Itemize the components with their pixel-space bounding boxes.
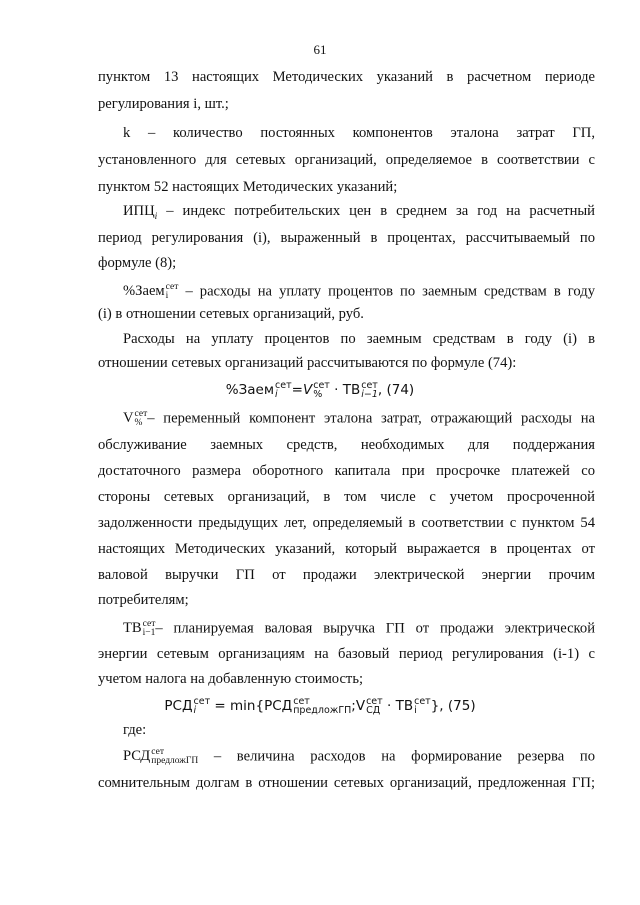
text-line: k – количество постоянных компонентов эталона затрат ГП, bbox=[123, 125, 595, 141]
text-line: стороны сетевых организаций, в том числе с учетом просроченной bbox=[98, 489, 595, 505]
text-line: установленного для сетевых организаций, определяемое в соответствии с bbox=[98, 152, 595, 168]
zaem-symbol: %Заем сет i bbox=[123, 282, 179, 301]
v-definition-line: V сет % – переменный компонент эталона затрат, отражающий расходы на bbox=[123, 409, 595, 428]
text-line: задолженности предыдущих лет, определяемый в соответствии с пунктом 54 bbox=[98, 515, 595, 531]
zaem-definition-line: %Заем сет i – расходы на уплату процентов по заемным средствам в году bbox=[123, 282, 595, 301]
where-label: где: bbox=[123, 722, 147, 738]
tb-symbol: ТВ сет i−1 bbox=[123, 619, 156, 638]
text-line: энергии сетевым организациям на базовый период регулирования (i-1) с bbox=[98, 646, 595, 662]
tb-definition-line: ТВ сет i−1 – планируемая валовая выручка ГП от продажи электрической bbox=[123, 619, 595, 638]
rsd-symbol: РСД сет предложГП bbox=[123, 747, 199, 766]
text-line: настоящих Методических указаний, который выражается в процентах от bbox=[98, 541, 595, 557]
text-line: формуле (8); bbox=[98, 255, 177, 271]
text-line: достаточного размера оборотного капитала при просрочке платежей со bbox=[98, 463, 595, 479]
text-line: обслуживание заемных средств, необходимых для поддержания bbox=[98, 437, 595, 453]
text-line: сомнительным долгам в отношении сетевых организаций, предложенная ГП; bbox=[98, 775, 595, 791]
text-line: отношении сетевых организаций рассчитываются по формуле (74): bbox=[98, 355, 517, 371]
text-line: Расходы на уплату процентов по заемным средствам в году (i) в bbox=[123, 331, 595, 347]
text-line: (i) в отношении сетевых организаций, руб. bbox=[98, 306, 364, 322]
formula-74: %Заем сет i =V сет % · ТВ сет i−1 , (74) bbox=[225, 380, 415, 400]
text-line: потребителям; bbox=[98, 592, 189, 608]
text-line: пунктом 13 настоящих Методических указаний в расчетном периоде bbox=[98, 69, 595, 85]
rsd-definition-line: РСД сет предложГП – величина расходов на формирование резерва по bbox=[123, 747, 595, 766]
page-number: 61 bbox=[313, 42, 327, 57]
v-symbol: V сет % bbox=[123, 409, 148, 428]
ipc-definition-line: $ИПЦ_i$ – индекс потребительских цен в среднем за год на расчетный bbox=[123, 203, 595, 222]
text-line: учетом налога на добавленную стоимость; bbox=[98, 671, 364, 687]
text-line: пунктом 52 настоящих Методических указаний; bbox=[98, 179, 398, 195]
text-line: период регулирования (i), выраженный в процентах, рассчитываемый по bbox=[98, 230, 595, 246]
ipc-symbol: $ИПЦ_i$ bbox=[123, 203, 158, 222]
text-line: валовой выручки ГП от продажи электрической энергии прочим bbox=[98, 567, 595, 583]
formula-75: РСД сет i = min{РСД сет предложГП ;V сет СД · ТВ сет i }, (75) bbox=[164, 696, 476, 716]
text-line: регулирования i, шт.; bbox=[98, 96, 229, 112]
